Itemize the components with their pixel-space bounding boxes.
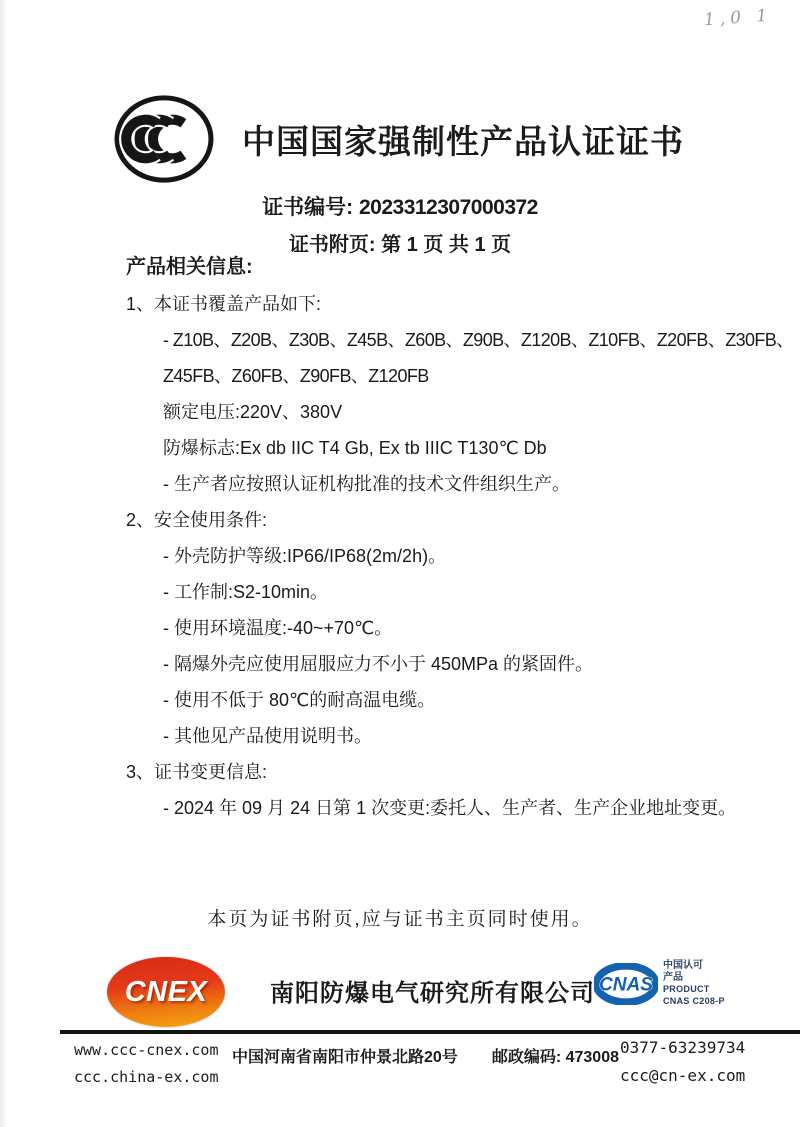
line-3-changes-heading: 3、证书变更信息:	[126, 762, 268, 782]
footer-contact	[620, 1034, 745, 1090]
line-cable-temperature: - 使用不低于 80℃的耐高温电缆。	[163, 690, 436, 710]
footer-websites	[74, 1037, 219, 1091]
line-duty-cycle: - 工作制:S2-10min。	[163, 582, 329, 602]
line-ip-rating: - 外壳防护等级:IP66/IP68(2m/2h)。	[163, 546, 447, 566]
line-product-models-2: Z45FB、Z60FB、Z90FB、Z120FB	[163, 366, 429, 386]
certificate-pages-label: 证书附页:	[288, 234, 376, 256]
line-change-record: - 2024 年 09 月 24 日第 1 次变更:委托人、生产者、生产企业地址变更。	[163, 798, 737, 818]
organization-name: 南阳防爆电气研究所有限公司	[270, 980, 595, 1007]
page-title: 中国国家强制性产品认证证书	[242, 122, 684, 160]
header	[112, 92, 684, 186]
certificate-number-value: 2023312307000372	[358, 196, 538, 219]
certificate-pages-value: 第 1 页 共 1 页	[381, 234, 512, 256]
line-product-models-1: - Z10B、Z20B、Z30B、Z45B、Z60B、Z90B、Z120B、Z10FB、Z20FB、Z30FB、	[163, 330, 794, 350]
footer-email: ccc@cn-ex.com	[620, 1066, 746, 1085]
footer-postal-code: 473008	[565, 1049, 619, 1066]
line-2-safety-heading: 2、安全使用条件:	[126, 510, 268, 530]
product-info-section	[126, 249, 794, 826]
scan-edge-shadow	[0, 0, 7, 1127]
cnas-logo-text: CNAS	[598, 974, 654, 996]
footer-address: 中国河南省南阳市仲景北路20号	[232, 1049, 458, 1066]
cnex-logo-icon	[107, 957, 225, 1027]
cnas-caption	[663, 960, 725, 1007]
cnas-mark	[594, 960, 725, 1007]
line-ambient-temperature: - 使用环境温度:-40~+70℃。	[163, 618, 393, 638]
footer-postal	[492, 1044, 619, 1067]
cnas-caption-cn-1: 中国认可	[663, 960, 703, 971]
cnas-caption-cn-2: 产品	[663, 972, 683, 983]
ccc-logo-icon	[112, 92, 216, 186]
line-rated-voltage: 额定电压:220V、380V	[163, 402, 343, 422]
attachment-page-note: 本页为证书附页,应与证书主页同时使用。	[207, 909, 593, 930]
product-info-heading: 产品相关信息:	[126, 256, 253, 278]
footer-website-2: ccc.china-ex.com	[74, 1068, 219, 1086]
footer-phone: 0377-63239734	[620, 1038, 746, 1057]
handwritten-annotation: 1,0 1	[703, 5, 773, 31]
cnas-caption-en-2: CNAS C208-P	[663, 996, 725, 1006]
footer-address-block	[232, 1044, 619, 1067]
footer-postal-label: 邮政编码:	[491, 1049, 562, 1066]
certificate-number-label: 证书编号:	[262, 196, 354, 219]
cnas-caption-en-1: PRODUCT	[663, 984, 710, 994]
certificate-number-line	[0, 191, 800, 221]
line-other-note: - 其他见产品使用说明书。	[163, 726, 372, 746]
line-ex-marking: 防爆标志:Ex db IIC T4 Gb, Ex tb IIIC T130℃ Db	[163, 438, 547, 458]
footer-website-1: www.ccc-cnex.com	[74, 1041, 219, 1059]
cnex-logo-text: CNEX	[124, 975, 208, 1008]
line-1-coverage-heading: 1、本证书覆盖产品如下:	[126, 294, 322, 314]
line-production-note: - 生产者应按照认证机构批准的技术文件组织生产。	[163, 474, 570, 494]
cnas-logo-icon	[594, 963, 658, 1005]
line-fasteners: - 隔爆外壳应使用屈服应力不小于 450MPa 的紧固件。	[163, 654, 594, 674]
